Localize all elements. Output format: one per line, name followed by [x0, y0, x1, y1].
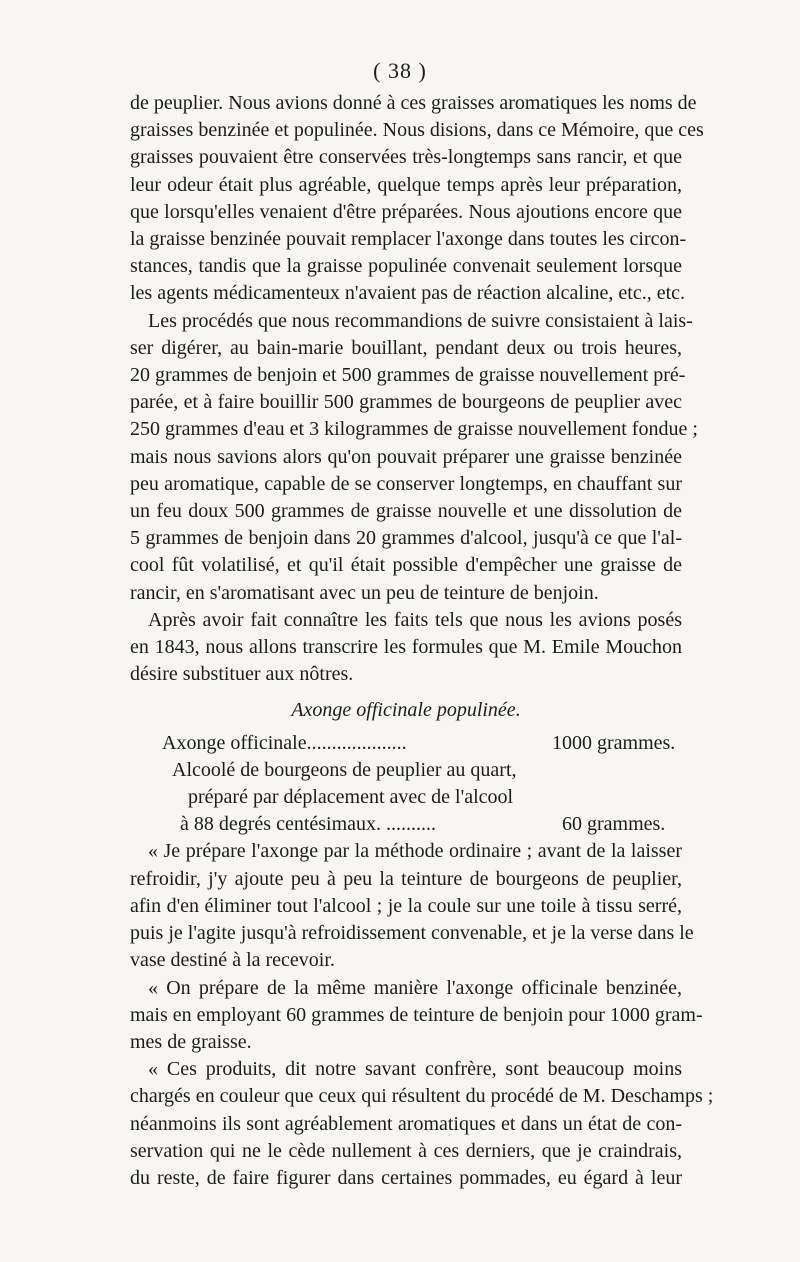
text-line: mais en employant 60 grammes de teinture de benjoin pour 1000 gram-: [130, 1003, 703, 1026]
paragraph-1: [130, 90, 704, 308]
text-line: 250 grammes d'eau et 3 kilogrammes de graisse nouvellement fondue ;: [130, 418, 698, 441]
quote-2: [130, 975, 703, 1057]
text-line: que lorsqu'elles venaient d'être préparées. Nous ajoutions encore que: [130, 200, 682, 223]
text-line: puis je l'agite jusqu'à refroidissement convenable, et je la verse dans le: [130, 922, 694, 945]
text-line: mes de graisse.: [130, 1030, 252, 1053]
text-line: leur odeur était plus agréable, quelque temps après leur préparation,: [130, 173, 682, 196]
paragraph-2: [130, 308, 698, 607]
text-line: 20 grammes de benjoin et 500 grammes de graisse nouvellement pré-: [130, 364, 686, 387]
text-line: la graisse benzinée pouvait remplacer l'axonge dans toutes les circon-: [130, 228, 687, 251]
formula-ingredient: Axonge officinale....................: [162, 731, 407, 754]
formula-row: [130, 730, 682, 757]
text-line: ser digérer, au bain-marie bouillant, pendant deux ou trois heures,: [130, 336, 682, 359]
text-line: du reste, de faire figurer dans certaines pommades, eu égard à leur: [130, 1166, 682, 1189]
quote-3: [130, 1056, 714, 1192]
formula-title: Axonge officinale populinée.: [291, 699, 521, 722]
formula-ingredient: Alcoolé de bourgeons de peuplier au quart,: [172, 758, 517, 781]
text-line: 5 grammes de benjoin dans 20 grammes d'alcool, jusqu'à ce que l'al-: [130, 527, 682, 550]
formula-row: [130, 811, 682, 838]
text-line: stances, tandis que la graisse populinée convenait seulement lorsque: [130, 255, 682, 278]
text-line: vase destiné à la recevoir.: [130, 949, 335, 972]
quote-1: [130, 838, 694, 974]
text-line: Les procédés que nous recommandions de suivre consistaient à lais-: [148, 309, 693, 332]
text-line: désire substituer aux nôtres.: [130, 663, 354, 686]
formula-row: [130, 784, 682, 811]
text-line: néanmoins ils sont agréablement aromatiques et dans un état de con-: [130, 1112, 682, 1135]
text-line: « Ces produits, dit notre savant confrère, sont beaucoup moins: [148, 1058, 682, 1081]
text-line: servation qui ne le cède nullement à ces derniers, que je craindrais,: [130, 1139, 682, 1162]
text-line: peu aromatique, capable de se conserver longtemps, en chauffant sur: [130, 472, 682, 495]
page-number: ( 38 ): [373, 58, 427, 83]
text-line: refroidir, j'y ajoute peu à peu la teinture de bourgeons de peuplier,: [130, 867, 682, 890]
text-line: mais nous savions alors qu'on pouvait préparer une graisse benzinée: [130, 445, 682, 468]
text-line: rancir, en s'aromatisant avec un peu de teinture de benjoin.: [130, 581, 599, 604]
text-line: afin d'en éliminer tout l'alcool ; je la coule sur une toile à tissu serré,: [130, 894, 682, 917]
formula-ingredient: à 88 degrés centésimaux. ..........: [180, 813, 437, 836]
text-line: graisses pouvaient être conservées très-longtemps sans rancir, et que: [130, 146, 682, 169]
text-line: graisses benzinée et populinée. Nous disions, dans ce Mémoire, que ces: [130, 119, 704, 142]
text-line: en 1843, nous allons transcrire les formules que M. Emile Mouchon: [130, 636, 682, 659]
text-line: les agents médicamenteux n'avaient pas de réaction alcaline, etc., etc.: [130, 282, 686, 305]
text-line: de peuplier. Nous avions donné à ces graisses aromatiques les noms de: [130, 92, 697, 114]
text-line: « Je prépare l'axonge par la méthode ordinaire ; avant de la laisser: [148, 840, 682, 863]
formula-quantity: 1000 grammes.: [552, 731, 676, 754]
text-line: cool fût volatilisé, et qu'il était possible d'empêcher une graisse de: [130, 554, 682, 577]
text-line: « On prépare de la même manière l'axonge officinale benzinée,: [148, 976, 682, 999]
formula-ingredient: préparé par déplacement avec de l'alcool: [188, 786, 514, 809]
text-line: parée, et à faire bouillir 500 grammes de bourgeons de peuplier avec: [130, 391, 682, 414]
formula-quantity: 60 grammes.: [562, 813, 666, 836]
text-line: un feu doux 500 grammes de graisse nouvelle et une dissolution de: [130, 500, 682, 523]
formula-row: [130, 757, 682, 784]
formula-block: [130, 730, 682, 839]
text-line: chargés en couleur que ceux qui résultent du procédé de M. Deschamps ;: [130, 1085, 714, 1108]
page-text: [130, 90, 714, 1192]
paragraph-3: [130, 607, 682, 689]
text-line: Après avoir fait connaître les faits tels que nous les avions posés: [148, 608, 682, 631]
